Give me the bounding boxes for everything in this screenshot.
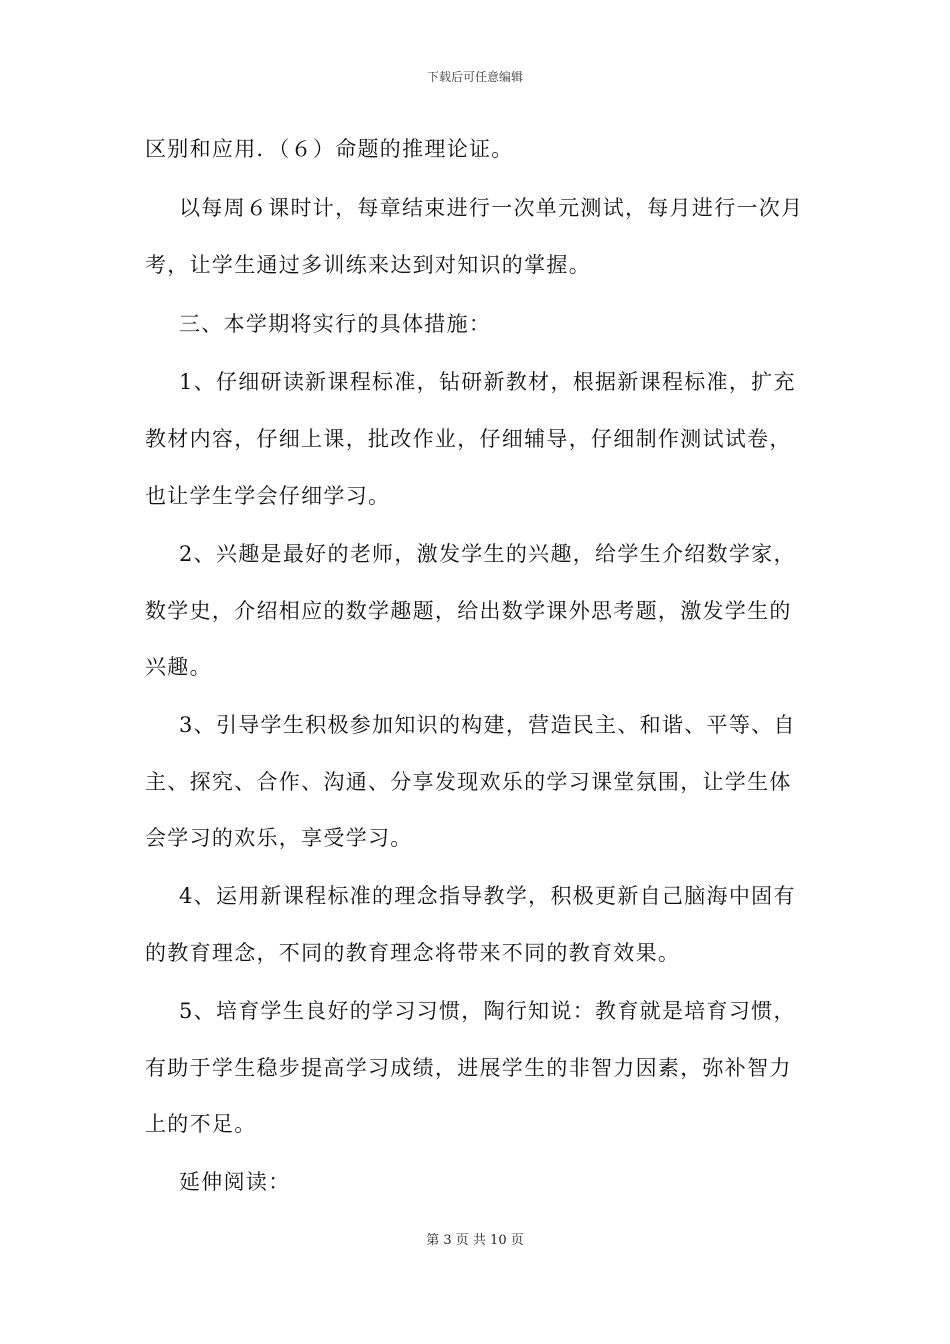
text-line: 4、运用新课程标准的理念指导教学，积极更新自己脑海中固有 (179, 884, 796, 908)
section-heading: 三、本学期将实行的具体措施： (179, 312, 492, 336)
text-line: 1、仔细研读新课程标准，钻研新教材，根据新课程标准，扩充 (179, 370, 796, 394)
text-line: 考，让学生通过多训练来达到对知识的掌握。 (145, 253, 591, 277)
text-line: 主、探究、合作、沟通、分享发现欢乐的学习课堂氛围，让学生体 (145, 770, 792, 794)
text-line: 兴趣。 (145, 655, 212, 679)
text-line: 数学史，介绍相应的数学趣题，给出数学课外思考题，激发学生的 (145, 599, 792, 623)
page-header: 下载后可任意编辑 (426, 70, 523, 84)
text-line: 的教育理念，不同的教育理念将带来不同的教育效果。 (145, 941, 681, 965)
text-line: 5、培育学生良好的学习习惯，陶行知说：教育就是培育习惯， (179, 999, 796, 1023)
text-line: 区别和应用．（６）命题的推理论证。 (145, 137, 514, 161)
page-footer: 第 3 页 共 10 页 (426, 1233, 524, 1248)
text-line: 2、兴趣是最好的老师，激发学生的兴趣，给学生介绍数学家， (179, 542, 796, 566)
text-line: 有助于学生稳步提高学习成绩，进展学生的非智力因素，弥补智力 (145, 1056, 792, 1080)
text-line: 延伸阅读： (179, 1170, 291, 1194)
text-line: 会学习的欢乐，享受学习。 (145, 826, 413, 850)
text-line: 也让学生学会仔细学习。 (145, 484, 391, 508)
text-line: 教材内容，仔细上课，批改作业，仔细辅导，仔细制作测试试卷， (145, 427, 792, 451)
text-line: 以每周６课时计，每章结束进行一次单元测试，每月进行一次月 (179, 196, 804, 220)
text-line: 上的不足。 (145, 1112, 257, 1136)
text-line: 3、引导学生积极参加知识的构建，营造民主、和谐、平等、自 (179, 713, 796, 737)
